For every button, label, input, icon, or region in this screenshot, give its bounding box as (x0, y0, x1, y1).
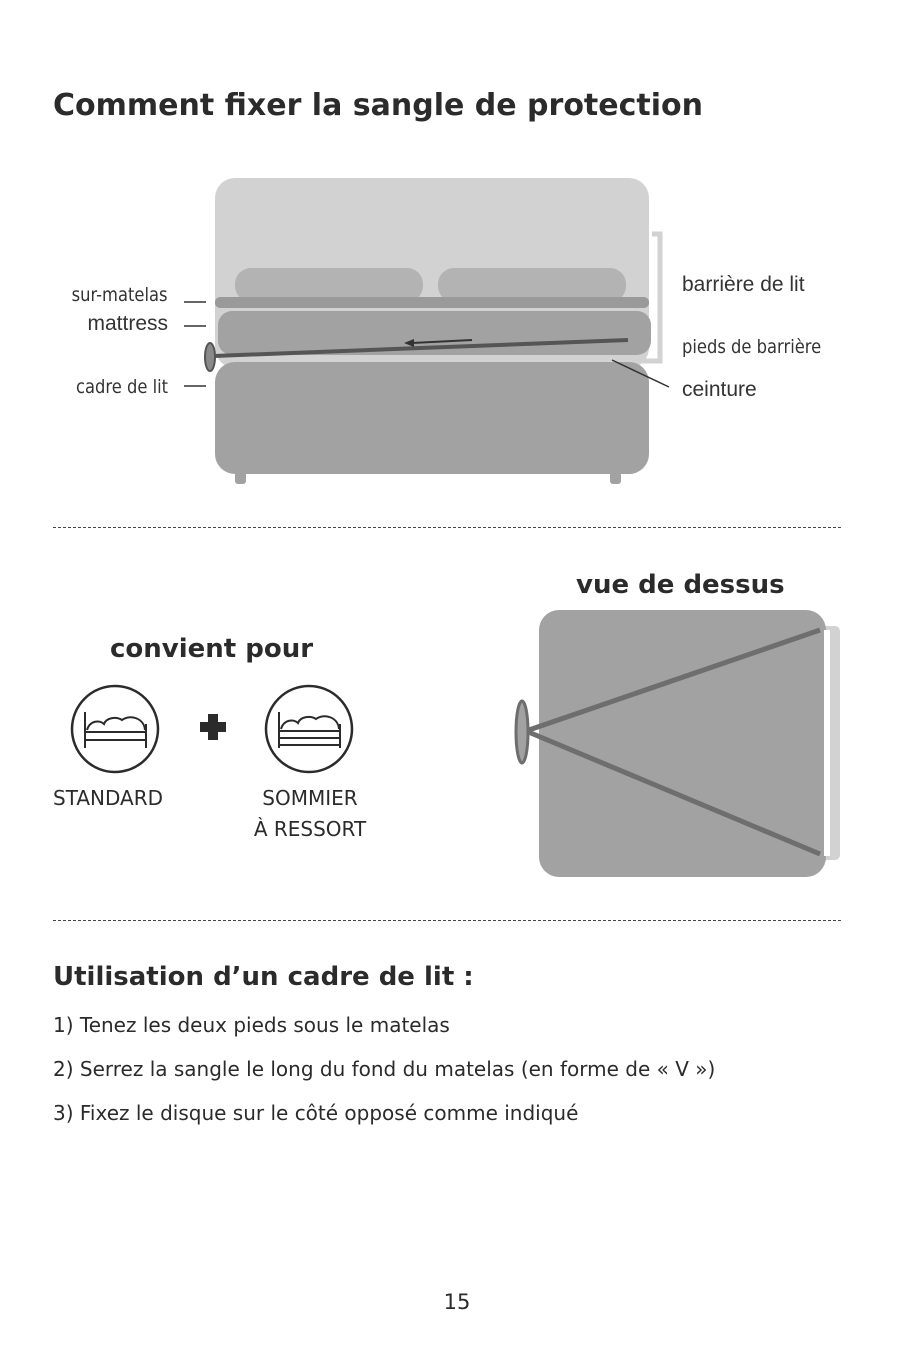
page-number: 15 (443, 1290, 471, 1314)
standard-bed-icon (72, 686, 158, 772)
page-title: Comment fixer la sangle de protection (53, 88, 703, 123)
pillow-right (438, 268, 626, 302)
instruction-step: 1) Tenez les deux pieds sous le matelas (53, 1013, 450, 1037)
top-view-heading: vue de dessus (576, 570, 785, 600)
bed-frame (215, 362, 649, 474)
label-belt: ceinture (682, 378, 757, 401)
suitable-icons (60, 680, 370, 780)
suitable-heading: convient pour (110, 634, 314, 664)
label-topper: sur-matelas (72, 284, 168, 306)
label-box-spring-line1: SOMMIER (262, 786, 358, 810)
bed-leg-right (610, 472, 621, 484)
top-view-disc (516, 701, 528, 763)
label-standard: STANDARD (53, 786, 164, 810)
label-frame: cadre de lit (75, 376, 168, 398)
topper (215, 297, 649, 308)
label-box-spring-line2: À RESSORT (253, 817, 367, 841)
divider (53, 527, 841, 528)
instruction-step: 3) Fixez le disque sur le côté opposé comme indiqué (53, 1101, 579, 1125)
bed-top-view-diagram (500, 600, 850, 890)
plus-icon (200, 714, 226, 740)
bed-leg-left (235, 472, 246, 484)
belt-disc (205, 343, 215, 371)
top-view-rail-inner (824, 630, 830, 856)
instructions-heading: Utilisation d’un cadre de lit : (53, 962, 474, 992)
divider (53, 920, 841, 921)
instruction-step: 2) Serrez la sangle le long du fond du matelas (en forme de « V ») (53, 1057, 716, 1081)
box-spring-bed-icon (266, 686, 352, 772)
label-rail-legs: pieds de barrière (682, 336, 822, 358)
label-mattress: mattress (87, 312, 168, 335)
pillow-left (235, 268, 423, 302)
label-rail: barrière de lit (682, 273, 805, 296)
bed-side-diagram (0, 0, 914, 520)
